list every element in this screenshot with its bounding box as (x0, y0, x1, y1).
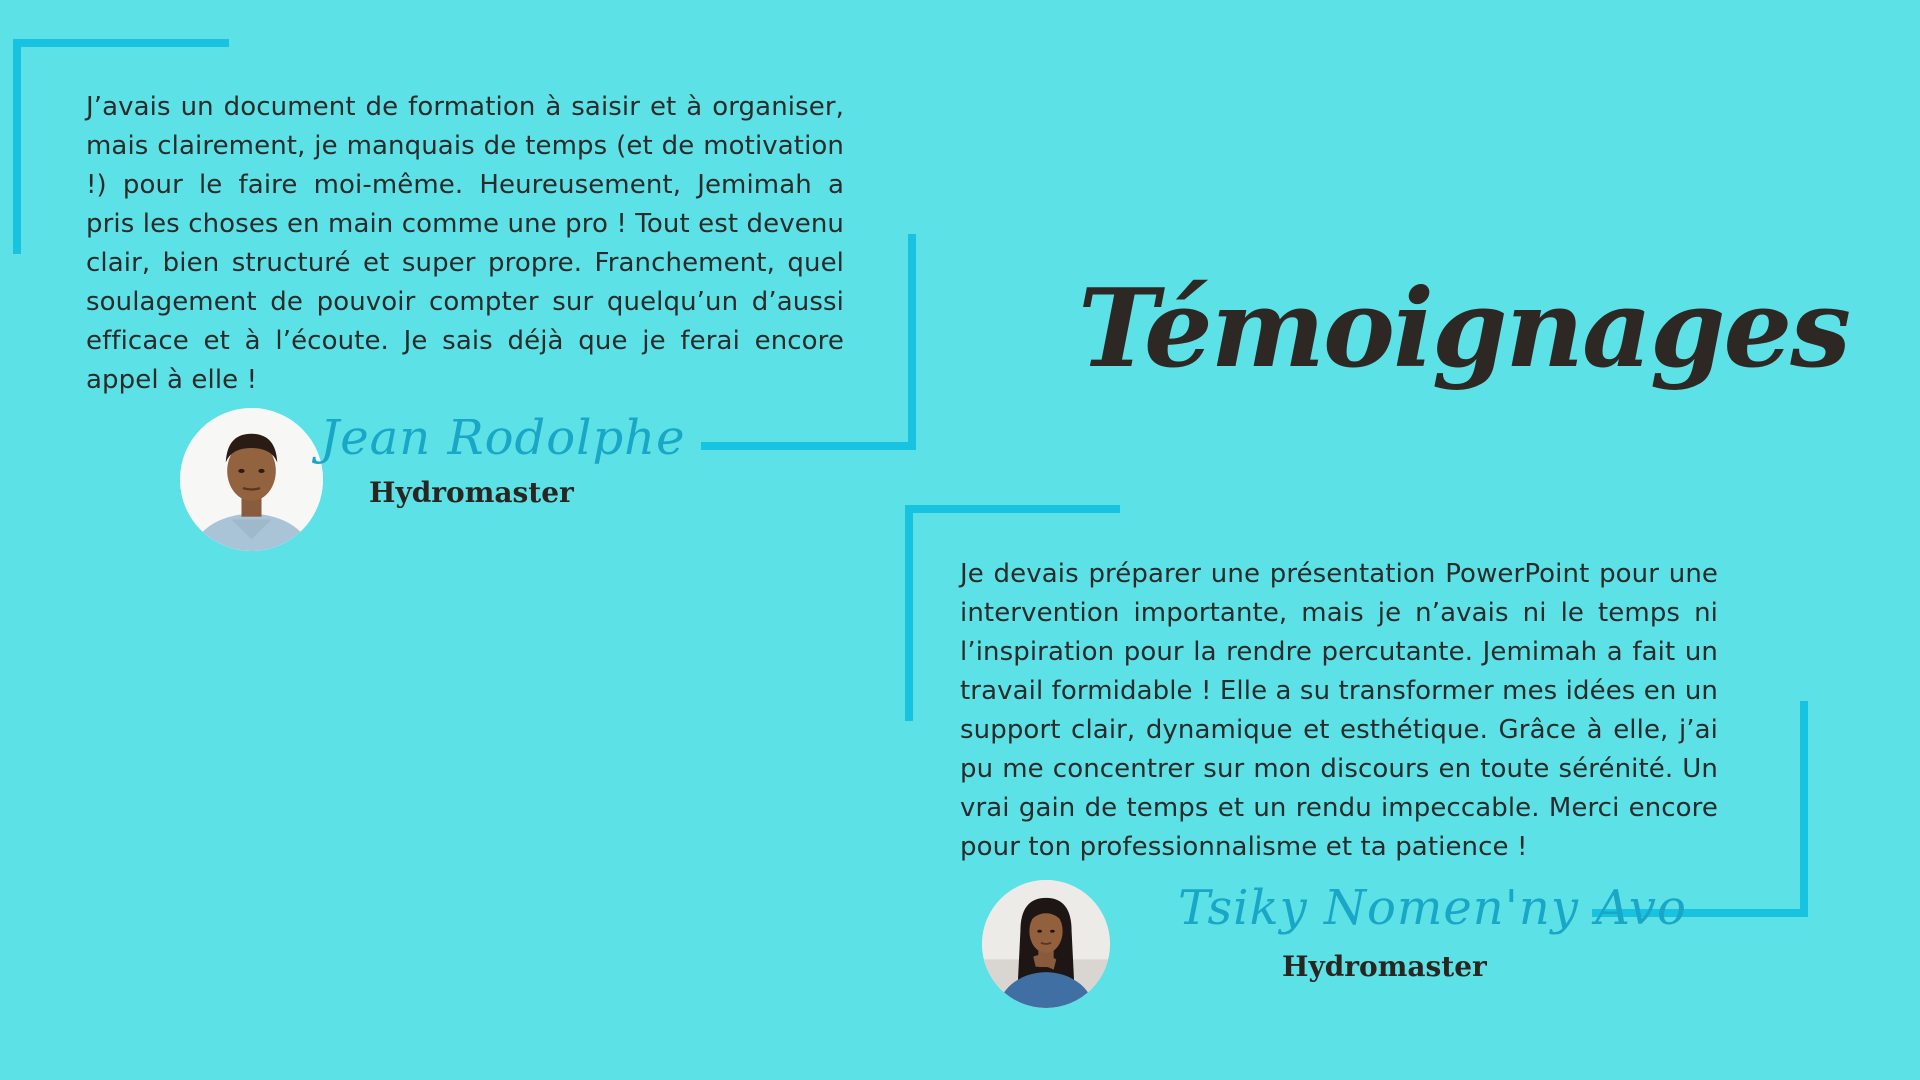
company-name-2: Hydromaster (1282, 950, 1487, 983)
page-title: Témoignages (1078, 266, 1850, 392)
testimonial-quote-2: Je devais préparer une présentation PowerPoint pour une intervention importante, mais je n’avais ni le temps ni l’inspiration pour la rendre percutante. Jemimah a fait un travail formidable ! Elle a su transformer mes idées en un support clair, dynamique et esthétique. Grâce à elle, j’ai pu me concentrer sur mon discours en toute sérénité. Un vrai gain de temps et un rendu impeccable. Merci encore pour ton professionnalisme et ta patience ! (960, 559, 1718, 862)
frame-top-left-vertical (13, 39, 21, 254)
woman-portrait-icon (982, 880, 1110, 1008)
avatar-woman-icon (982, 880, 1110, 1008)
testimonial-quote-1: J’avais un document de formation à saisir et à organiser, mais clairement, je manquais de temps (et de motivation !) pour le faire moi-même. Heureusement, Jemimah a pris les choses en main comme une pro ! Tout est devenu clair, bien structuré et super propre. Franchement, quel soulagement de pouvoir compter sur quelqu’un d’aussi efficace et à l’écoute. Je sais déjà que je ferai encore appel à elle ! (86, 92, 844, 395)
frame-mid-right-vertical (908, 234, 916, 450)
frame-bottom-right-vertical (1800, 701, 1808, 917)
frame-mid-right-horizontal (701, 442, 916, 450)
author-name-1: Jean Rodolphe (320, 410, 686, 466)
man-portrait-icon (180, 408, 323, 551)
company-name-1: Hydromaster (369, 476, 574, 509)
frame-top-left-horizontal (13, 39, 229, 47)
frame-mid-left-vertical (905, 505, 913, 721)
avatar-man-icon (180, 408, 323, 551)
frame-mid-left-horizontal (905, 505, 1120, 513)
author-name-2: Tsiky Nomen'ny Avo (1178, 880, 1687, 936)
